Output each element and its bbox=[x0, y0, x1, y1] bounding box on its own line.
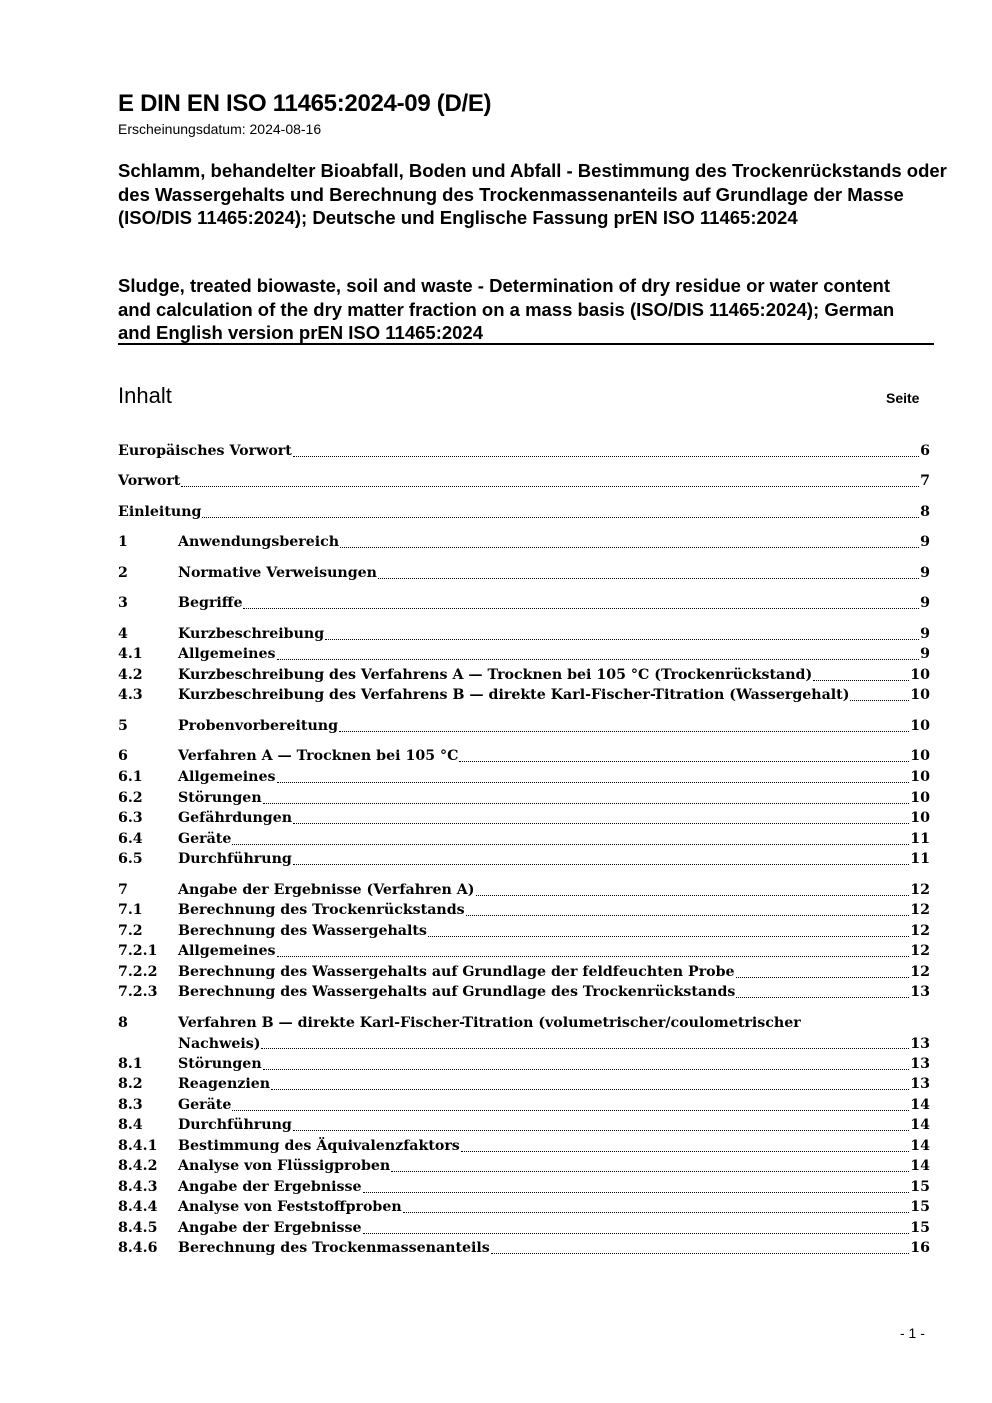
toc-entry[interactable] bbox=[118, 1074, 930, 1095]
toc-dot-leader bbox=[232, 1110, 909, 1111]
toc-entry-page: 10 bbox=[910, 769, 930, 785]
toc-dot-leader bbox=[181, 486, 919, 487]
toc-page-column-label: Seite bbox=[886, 390, 920, 406]
toc-entry-page: 14 bbox=[910, 1158, 930, 1174]
toc-entry-page: 12 bbox=[910, 964, 930, 980]
toc-entry-title-continued: Nachweis) bbox=[178, 1035, 261, 1052]
toc-dot-leader bbox=[461, 1151, 909, 1152]
toc-entry-page: 10 bbox=[910, 667, 930, 683]
document-id: E DIN EN ISO 11465:2024-09 (D/E) bbox=[118, 90, 492, 117]
toc-entry-page: 6 bbox=[920, 443, 930, 459]
toc-entry[interactable] bbox=[118, 532, 930, 553]
toc-entry-title: Analyse von Flüssigproben bbox=[178, 1158, 391, 1174]
toc-entry-number: 1 bbox=[118, 534, 128, 550]
toc-entry-title: Angabe der Ergebnisse bbox=[178, 1179, 362, 1195]
title-german: Schlamm, behandelter Bioabfall, Boden und Abfall - Bestimmung des Trockenrückstands oder des Wassergehalts und Berechnung des Trockenmassenanteils auf Grundlage der Masse (ISO/DIS 11465:2024); Deutsche und Englische Fassung prEN ISO 11465:2024 bbox=[118, 160, 947, 228]
toc-entry-number: 8.2 bbox=[118, 1076, 143, 1092]
toc-dot-leader bbox=[263, 1069, 910, 1070]
toc-dot-leader bbox=[459, 761, 909, 762]
toc-entry-number: 5 bbox=[118, 718, 128, 734]
toc-entry-number: 7.2.1 bbox=[118, 943, 158, 959]
toc-entry-page: 14 bbox=[910, 1117, 930, 1133]
toc-entry[interactable] bbox=[118, 1115, 930, 1136]
toc-entry-title: Allgemeines bbox=[178, 646, 276, 662]
toc-dot-leader bbox=[466, 915, 910, 916]
toc-entry-page: 9 bbox=[920, 626, 930, 642]
title-english: Sludge, treated biowaste, soil and waste - Determination of dry residue or water content and calculation of the dry matter fraction on a mass basis (ISO/DIS 11465:2024); German and English version prEN ISO 11465:2024 bbox=[118, 275, 895, 343]
toc-dot-leader bbox=[850, 700, 909, 701]
toc-dot-leader bbox=[263, 803, 910, 804]
toc-entry-title: Verfahren A — Trocknen bei 105 °C bbox=[178, 748, 459, 764]
toc-entry[interactable] bbox=[118, 593, 930, 614]
toc-entry[interactable] bbox=[118, 1238, 930, 1259]
toc-entry-page: 13 bbox=[910, 984, 930, 1000]
toc-entry-number: 8.4.5 bbox=[118, 1220, 158, 1236]
toc-entry-page: 12 bbox=[910, 923, 930, 939]
toc-dot-leader bbox=[340, 547, 919, 548]
toc-entry-title: Kurzbeschreibung des Verfahrens A — Trocknen bei 105 °C (Trockenrückstand) bbox=[178, 667, 813, 683]
toc-entry-title: Vorwort bbox=[118, 473, 181, 489]
toc-entry-number: 8.4.1 bbox=[118, 1138, 158, 1154]
title-divider bbox=[118, 343, 934, 345]
toc-entry-title: Einleitung bbox=[118, 504, 202, 520]
toc-entry-page: 13 bbox=[910, 1056, 930, 1072]
toc-entry[interactable] bbox=[118, 941, 930, 962]
toc-dot-leader bbox=[378, 578, 919, 579]
toc-entry-number: 3 bbox=[118, 595, 128, 611]
toc-entry-title: Durchführung bbox=[178, 851, 292, 867]
toc-entry[interactable] bbox=[118, 921, 930, 942]
toc-entry-number: 7.2.3 bbox=[118, 984, 158, 1000]
toc-entry[interactable] bbox=[118, 1218, 930, 1239]
toc-entry-title: Berechnung des Wassergehalts auf Grundlage des Trockenrückstands bbox=[178, 984, 736, 1000]
toc-entry-page: 14 bbox=[910, 1138, 930, 1154]
toc-entry-page: 13 bbox=[910, 1076, 930, 1092]
toc-entry-page: 9 bbox=[920, 534, 930, 550]
toc-entry-page: 9 bbox=[920, 565, 930, 581]
toc-dot-leader bbox=[491, 1253, 909, 1254]
toc-entry-number: 8 bbox=[118, 1015, 128, 1031]
toc-entry-page: 15 bbox=[910, 1199, 930, 1215]
toc-dot-leader bbox=[391, 1171, 909, 1172]
toc-entry-page: 12 bbox=[910, 882, 930, 898]
toc-entry-title: Europäisches Vorwort bbox=[118, 443, 292, 459]
toc-entry-page: 8 bbox=[920, 504, 930, 520]
toc-entry-title: Allgemeines bbox=[178, 943, 276, 959]
toc-entry[interactable] bbox=[118, 849, 930, 870]
toc-entry-title: Gefährdungen bbox=[178, 810, 293, 826]
toc-entry-number: 8.4.4 bbox=[118, 1199, 158, 1215]
toc-entry-page: 11 bbox=[910, 831, 930, 847]
toc-entry-page: 12 bbox=[910, 943, 930, 959]
toc-entry-title: Probenvorbereitung bbox=[178, 718, 338, 734]
toc-entry-title: Angabe der Ergebnisse bbox=[178, 1220, 362, 1236]
toc-entry-title: Verfahren B — direkte Karl-Fischer-Titration (volumetrischer/coulometrischer bbox=[178, 1015, 801, 1031]
toc-entry-number: 4 bbox=[118, 626, 128, 642]
toc-entry[interactable] bbox=[118, 685, 930, 706]
toc-entry[interactable] bbox=[118, 962, 930, 983]
toc-entry-number: 8.4.6 bbox=[118, 1240, 158, 1256]
toc-entry-title: Bestimmung des Äquivalenzfaktors bbox=[178, 1138, 460, 1154]
toc-entry-page: 9 bbox=[920, 646, 930, 662]
toc-entry[interactable] bbox=[118, 788, 930, 809]
toc-entry-title: Reagenzien bbox=[178, 1076, 271, 1092]
toc-entry-page: 10 bbox=[910, 790, 930, 806]
toc-entry-title: Normative Verweisungen bbox=[178, 565, 377, 581]
toc-dot-leader bbox=[363, 1192, 910, 1193]
toc-entry-number: 6.4 bbox=[118, 831, 143, 847]
toc-dot-leader bbox=[277, 782, 910, 783]
toc-dot-leader bbox=[271, 1089, 909, 1090]
toc-entry-number: 7.2.2 bbox=[118, 964, 158, 980]
toc-entry-number: 4.3 bbox=[118, 687, 143, 703]
toc-entry-number: 6.1 bbox=[118, 769, 143, 785]
toc-entry[interactable] bbox=[118, 1156, 930, 1177]
toc-entry-title: Berechnung des Wassergehalts bbox=[178, 923, 427, 939]
toc-entry-number: 4.1 bbox=[118, 646, 143, 662]
toc-entry-page: 7 bbox=[920, 473, 930, 489]
toc-entry-number: 8.3 bbox=[118, 1097, 143, 1113]
toc-entry-page: 10 bbox=[910, 748, 930, 764]
toc-entry-page: 11 bbox=[910, 851, 930, 867]
toc-entry[interactable] bbox=[118, 1197, 930, 1218]
toc-entry[interactable] bbox=[118, 502, 930, 523]
toc-entry[interactable] bbox=[118, 900, 930, 921]
toc-entry[interactable] bbox=[118, 829, 930, 850]
toc-entry-page: 12 bbox=[910, 902, 930, 918]
toc-entry[interactable] bbox=[118, 808, 930, 829]
toc-dot-leader bbox=[293, 1130, 909, 1131]
toc-dot-leader bbox=[261, 1048, 909, 1049]
toc-entry-title: Störungen bbox=[178, 790, 262, 806]
toc-entry[interactable] bbox=[118, 665, 930, 686]
toc-entry-number: 6.5 bbox=[118, 851, 143, 867]
toc-entry-page: 16 bbox=[910, 1240, 930, 1256]
toc-entry-title: Kurzbeschreibung bbox=[178, 626, 325, 642]
toc-entry-title: Angabe der Ergebnisse (Verfahren A) bbox=[178, 882, 475, 898]
toc-dot-leader bbox=[232, 844, 909, 845]
toc-dot-leader bbox=[293, 456, 919, 457]
toc-entry-number: 8.4.3 bbox=[118, 1179, 158, 1195]
toc-dot-leader bbox=[736, 977, 910, 978]
toc-entry-page: 15 bbox=[910, 1179, 930, 1195]
toc-entry-number: 7 bbox=[118, 882, 128, 898]
toc-entry-title: Berechnung des Trockenmassenanteils bbox=[178, 1240, 490, 1256]
toc-dot-leader bbox=[476, 895, 910, 896]
toc-entry-title: Allgemeines bbox=[178, 769, 276, 785]
toc-entry-page: 10 bbox=[910, 687, 930, 703]
toc-entry[interactable] bbox=[118, 644, 930, 665]
toc-entry[interactable] bbox=[118, 880, 930, 901]
toc-entry[interactable] bbox=[118, 624, 930, 645]
toc-entry-title: Begriffe bbox=[178, 595, 243, 611]
toc-dot-leader bbox=[428, 936, 909, 937]
toc-entry-page: 10 bbox=[910, 810, 930, 826]
toc-entry-title: Störungen bbox=[178, 1056, 262, 1072]
toc-entry-title: Kurzbeschreibung des Verfahrens B — direkte Karl-Fischer-Titration (Wassergehalt) bbox=[178, 687, 850, 703]
toc-entry[interactable] bbox=[118, 767, 930, 788]
toc-entry-number: 8.1 bbox=[118, 1056, 143, 1072]
toc-entry-page: 10 bbox=[910, 718, 930, 734]
toc-entry-title: Geräte bbox=[178, 1097, 232, 1113]
toc-dot-leader bbox=[363, 1233, 910, 1234]
toc-entry[interactable] bbox=[118, 471, 930, 492]
toc-entry[interactable] bbox=[118, 1177, 930, 1198]
page-number: - 1 - bbox=[900, 1325, 925, 1341]
toc-entry[interactable] bbox=[118, 982, 930, 1003]
toc-dot-leader bbox=[277, 659, 920, 660]
toc-entry-page: 9 bbox=[920, 595, 930, 611]
toc-heading: Inhalt bbox=[118, 383, 172, 408]
toc-entry-title: Berechnung des Trockenrückstands bbox=[178, 902, 465, 918]
toc-entry-page: 14 bbox=[910, 1097, 930, 1113]
toc-entry-number: 8.4 bbox=[118, 1117, 143, 1133]
toc-dot-leader bbox=[277, 956, 910, 957]
toc-entry-title: Anwendungsbereich bbox=[178, 534, 340, 550]
toc-entry-number: 7.2 bbox=[118, 923, 143, 939]
toc-entry[interactable] bbox=[118, 716, 930, 737]
toc-entry-number: 8.4.2 bbox=[118, 1158, 158, 1174]
toc-dot-leader bbox=[403, 1212, 910, 1213]
toc-dot-leader bbox=[339, 731, 909, 732]
toc-entry-number: 6 bbox=[118, 748, 128, 764]
toc-entry-title: Durchführung bbox=[178, 1117, 292, 1133]
toc-entry[interactable] bbox=[118, 1095, 930, 1116]
toc-entry-number: 7.1 bbox=[118, 902, 143, 918]
toc-entry-title: Berechnung des Wassergehalts auf Grundlage der feldfeuchten Probe bbox=[178, 964, 735, 980]
publication-date: Erscheinungsdatum: 2024-08-16 bbox=[118, 121, 322, 137]
toc-entry-title: Geräte bbox=[178, 831, 232, 847]
toc-dot-leader bbox=[202, 517, 919, 518]
toc-entry-number: 6.2 bbox=[118, 790, 143, 806]
toc-dot-leader bbox=[325, 639, 919, 640]
toc-entry[interactable] bbox=[118, 1013, 930, 1054]
toc-entry[interactable] bbox=[118, 746, 930, 767]
toc-entry[interactable] bbox=[118, 563, 930, 584]
toc-entry[interactable] bbox=[118, 1054, 930, 1075]
toc-entry-page: 13 bbox=[910, 1035, 930, 1052]
toc-entry-number: 2 bbox=[118, 565, 128, 581]
toc-dot-leader bbox=[813, 680, 909, 681]
toc-entry-number: 4.2 bbox=[118, 667, 143, 683]
toc-dot-leader bbox=[293, 823, 909, 824]
toc-dot-leader bbox=[736, 997, 909, 998]
toc-dot-leader bbox=[293, 864, 909, 865]
toc-entry[interactable] bbox=[118, 1136, 930, 1157]
toc-entry-page: 15 bbox=[910, 1220, 930, 1236]
toc-entry-title: Analyse von Feststoffproben bbox=[178, 1199, 402, 1215]
toc-dot-leader bbox=[243, 608, 919, 609]
toc-entry-number: 6.3 bbox=[118, 810, 143, 826]
toc-entry[interactable] bbox=[118, 441, 930, 462]
